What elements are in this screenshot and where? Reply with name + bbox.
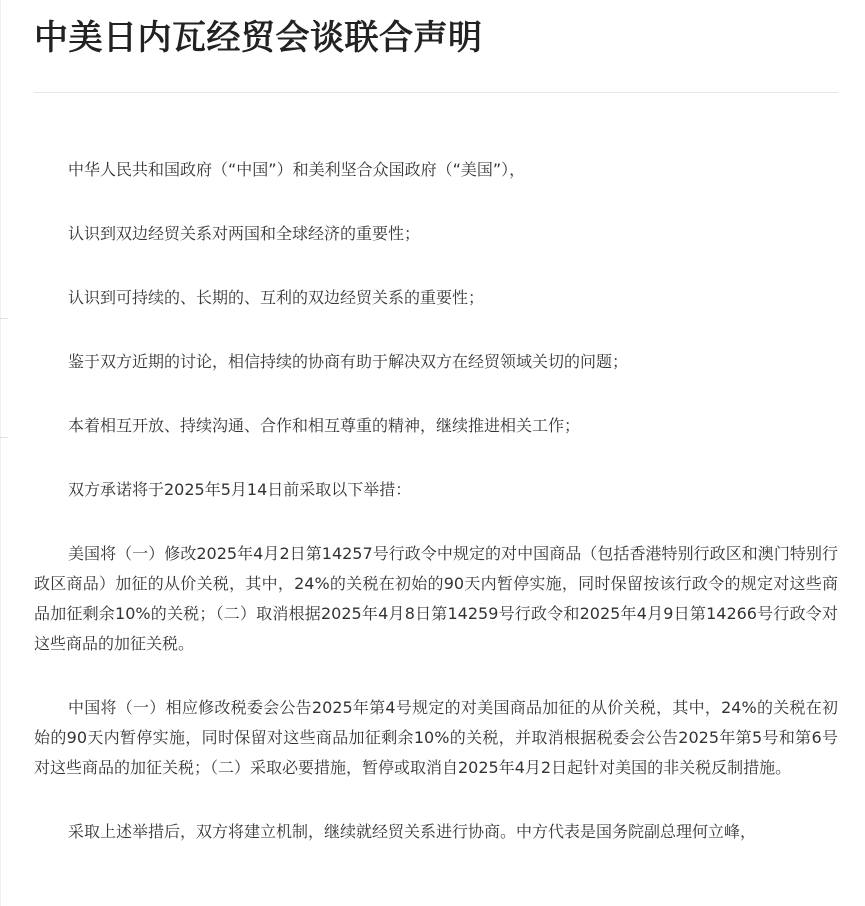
left-edge-tick xyxy=(0,437,8,438)
paragraph-parties: 中华人民共和国政府（“中国”）和美利坚合众国政府（“美国”）， xyxy=(68,160,526,179)
paragraph-commitment: 双方承诺将于2025年5月14日前采取以下举措： xyxy=(68,480,412,499)
paragraph-importance-bilateral: 认识到双边经贸关系对两国和全球经济的重要性； xyxy=(68,224,421,243)
article-title: 中美日内瓦经贸会谈联合声明 xyxy=(34,18,483,58)
paragraph-mechanism: 采取上述举措后，双方将建立机制，继续就经贸关系进行协商。中方代表是国务院副总理何立峰， xyxy=(68,822,757,841)
paragraph-spirit: 本着相互开放、持续沟通、合作和相互尊重的精神，继续推进相关工作； xyxy=(68,416,581,435)
paragraph-china-measures: 中国将（一）相应修改税委会公告2025年第4号规定的对美国商品加征的从价关税，其中，24%的关税在初始的90天内暂停实施，同时保留对这些商品加征剩余10%的关税，并取消根据税委会公告2025年第5号和第6号对这些商品的加征关税；（二）采取必要措施，暂停或取消自2025年4月2日起针对美国的非关税反制措施。 xyxy=(34,698,838,777)
left-edge-line xyxy=(0,0,1,906)
left-edge-tick xyxy=(0,318,8,319)
paragraph-importance-sustainable: 认识到可持续的、长期的、互利的双边经贸关系的重要性； xyxy=(68,288,485,307)
paragraph-recent-discussions: 鉴于双方近期的讨论，相信持续的协商有助于解决双方在经贸领域关切的问题； xyxy=(68,352,629,371)
article-body xyxy=(34,155,838,881)
title-divider xyxy=(34,92,838,93)
paragraph-us-measures: 美国将（一）修改2025年4月2日第14257号行政令中规定的对中国商品（包括香港特别行政区和澳门特别行政区商品）加征的从价关税，其中，24%的关税在初始的90天内暂停实施，同时保留按该行政令的规定对这些商品加征剩余10%的关税；（二）取消根据2025年4月8日第14259号行政令和2025年4月9日第14266号行政令对这些商品的加征关税。 xyxy=(34,544,838,653)
